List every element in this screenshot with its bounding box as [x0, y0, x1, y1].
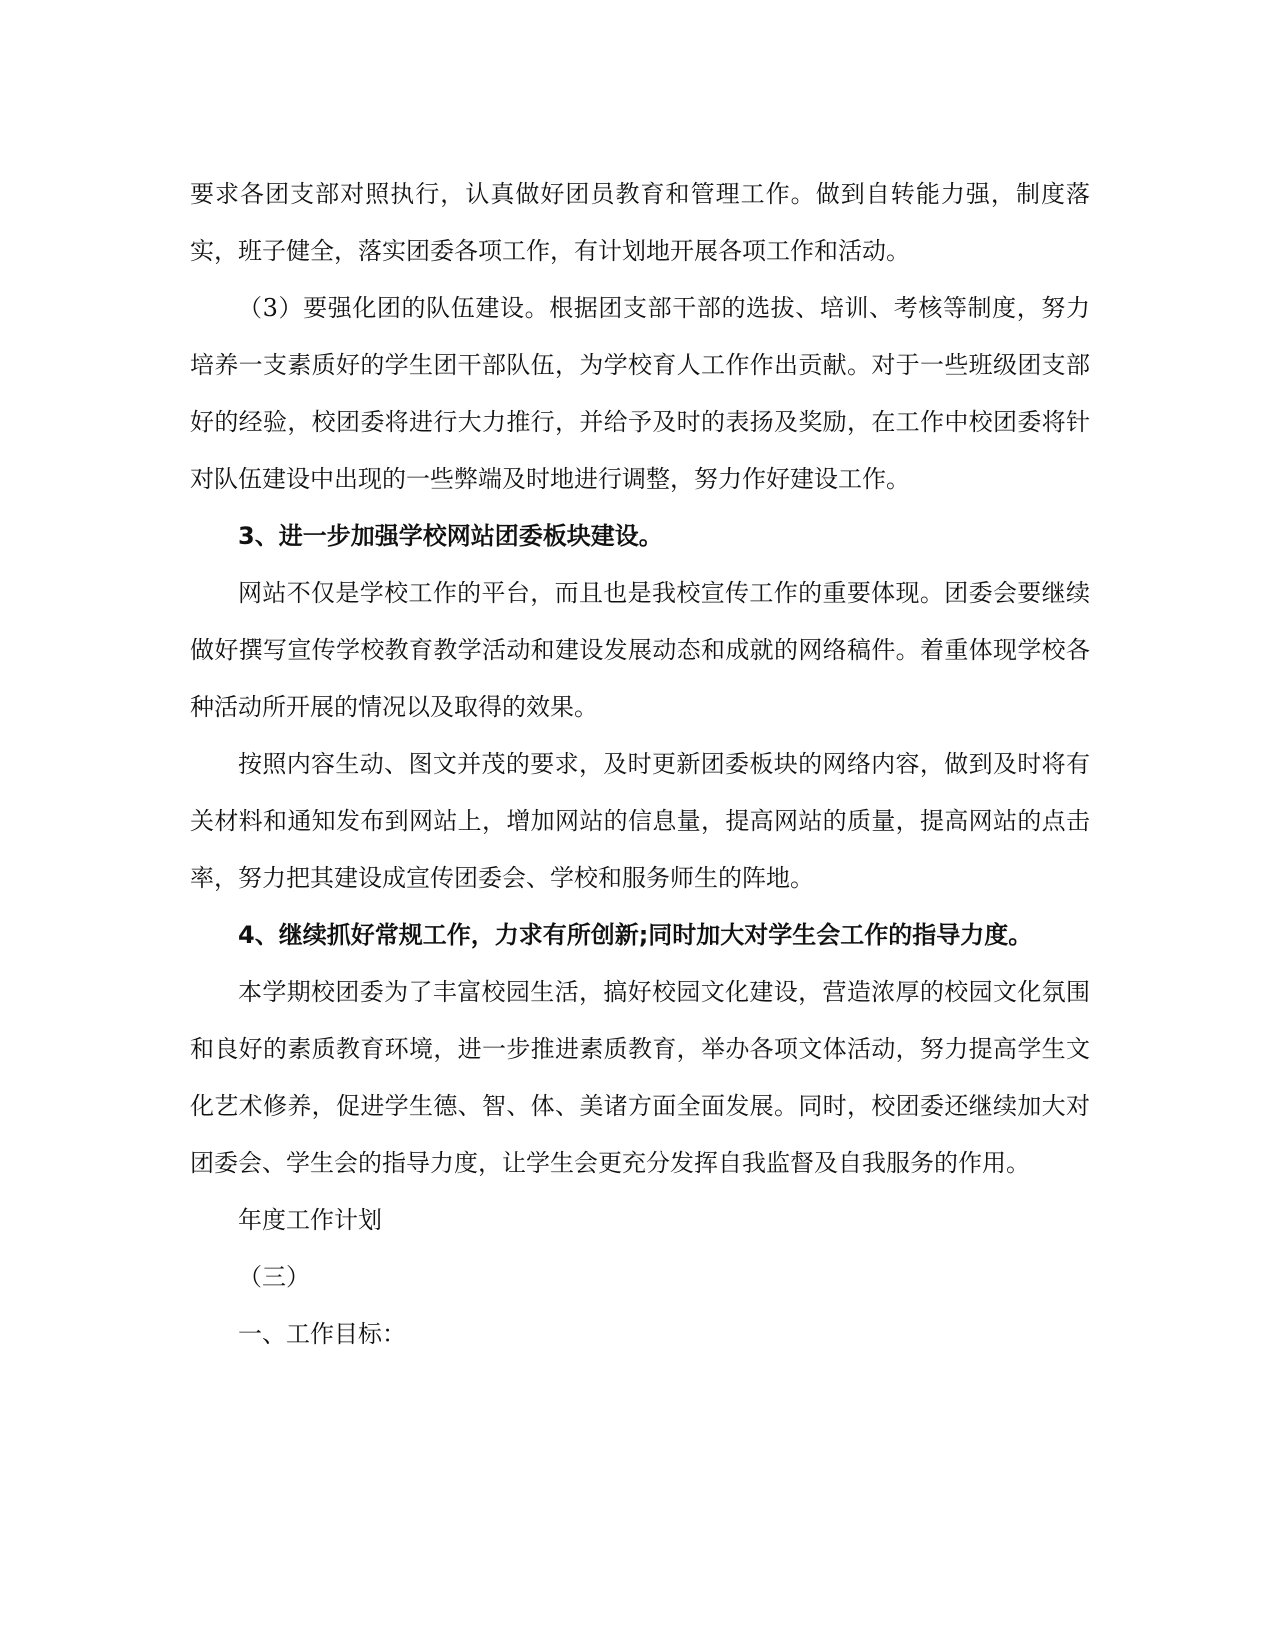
goals-heading: 一、工作目标：: [238, 1320, 406, 1348]
paragraph-7: 本学期校团委为了丰富校园生活，搞好校园文化建设，营造浓厚的校园文化氛围和良好的素质教育环境，进一步推进素质教育，举办各项文体活动，努力提高学生文化艺术修养，促进学生德、智、体、美诸方面全面发展。同时，校团委还继续加大对团委会、学生会的指导力度，让学生会更充分发挥自我监督及自我服务的作用。: [190, 978, 1090, 1177]
section-heading-3: 3、进一步加强学校网站团委板块建设。: [238, 522, 663, 550]
paragraph-1: 要求各团支部对照执行，认真做好团员教育和管理工作。做到自转能力强，制度落实，班子健全，落实团委各项工作，有计划地开展各项工作和活动。: [190, 180, 1090, 265]
document-body: [190, 166, 1090, 1363]
plan-title: 年度工作计划: [238, 1206, 382, 1234]
section-heading-4: 4、继续抓好常规工作，力求有所创新;同时加大对学生会工作的指导力度。: [238, 921, 1033, 949]
paragraph-2: （3）要强化团的队伍建设。根据团支部干部的选拔、培训、考核等制度，努力培养一支素质好的学生团干部队伍，为学校育人工作作出贡献。对于一些班级团支部好的经验，校团委将进行大力推行，并给予及时的表扬及奖励，在工作中校团委将针对队伍建设中出现的一些弊端及时地进行调整，努力作好建设工作。: [190, 294, 1090, 493]
paragraph-4: 网站不仅是学校工作的平台，而且也是我校宣传工作的重要体现。团委会要继续做好撰写宣传学校教育教学活动和建设发展动态和成就的网络稿件。着重体现学校各种活动所开展的情况以及取得的效果。: [190, 579, 1090, 721]
paragraph-5: 按照内容生动、图文并茂的要求，及时更新团委板块的网络内容，做到及时将有关材料和通知发布到网站上，增加网站的信息量，提高网站的质量，提高网站的点击率，努力把其建设成宣传团委会、学校和服务师生的阵地。: [190, 750, 1090, 892]
plan-number: （三）: [238, 1263, 310, 1291]
